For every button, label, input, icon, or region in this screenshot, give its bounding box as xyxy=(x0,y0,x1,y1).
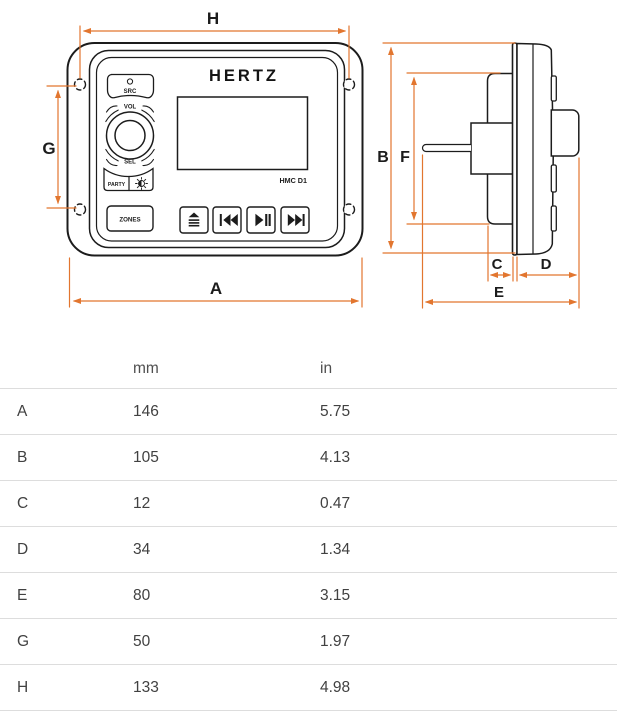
row-label: A xyxy=(17,402,28,420)
table-header-row xyxy=(0,350,617,389)
power-led-icon xyxy=(127,79,132,84)
row-in: 4.13 xyxy=(320,448,351,466)
row-label: D xyxy=(17,540,29,558)
mounting-hole-icon xyxy=(75,204,86,215)
row-label: C xyxy=(17,494,29,512)
model-label: HMC D1 xyxy=(279,176,307,185)
front-bezel-side xyxy=(513,43,554,255)
zones-label: ZONES xyxy=(119,216,141,224)
knob-side-profile xyxy=(551,110,579,156)
party-label: PARTY xyxy=(107,182,126,188)
dimension-drawing xyxy=(0,0,617,350)
dimension-c-label: C xyxy=(491,256,503,273)
row-in: 1.97 xyxy=(320,632,351,650)
src-label: SRC xyxy=(123,89,137,95)
row-mm: 50 xyxy=(133,632,151,650)
row-in: 1.34 xyxy=(320,540,351,558)
table-row xyxy=(0,619,617,665)
dimension-a xyxy=(70,258,363,307)
dimension-a-label: A xyxy=(209,279,223,298)
mounting-hole-icon xyxy=(344,204,355,215)
zones-button xyxy=(107,206,153,231)
row-in: 4.98 xyxy=(320,678,351,696)
side-view xyxy=(377,43,579,308)
src-button xyxy=(108,75,154,98)
brand-logo: HERTZ xyxy=(209,67,279,85)
table-row xyxy=(0,573,617,619)
table-header-mm: mm xyxy=(133,360,159,377)
technical-drawing-svg xyxy=(0,0,617,350)
table-row xyxy=(0,389,617,435)
side-button-tab xyxy=(551,165,556,192)
mounting-hole-icon xyxy=(344,79,355,90)
dimension-g-label: G xyxy=(42,139,56,158)
row-label: E xyxy=(17,586,28,604)
mounting-rod xyxy=(423,145,471,152)
dimensions-table xyxy=(0,350,617,711)
dimension-e-label: E xyxy=(493,284,505,301)
mounting-hole-icon xyxy=(75,79,86,90)
dimension-h-label: H xyxy=(206,9,220,28)
table-row xyxy=(0,481,617,527)
vol-label: VOL xyxy=(123,104,137,111)
row-mm: 34 xyxy=(133,540,151,558)
row-label: G xyxy=(17,632,30,650)
row-label: B xyxy=(17,448,28,466)
dimension-f-label: F xyxy=(400,149,410,166)
brightness-icon xyxy=(136,178,148,190)
connector-box xyxy=(471,123,514,174)
row-mm: 146 xyxy=(133,402,159,420)
table-row xyxy=(0,665,617,711)
table-row xyxy=(0,527,617,573)
table-row xyxy=(0,435,617,481)
table-header-in: in xyxy=(320,360,333,377)
display-screen xyxy=(178,97,308,170)
row-mm: 80 xyxy=(133,586,151,604)
dimension-d-label: D xyxy=(540,256,552,273)
row-in: 3.15 xyxy=(320,586,351,604)
row-mm: 105 xyxy=(133,448,159,466)
side-button-tab xyxy=(551,76,556,101)
sel-label: SEL xyxy=(124,159,136,166)
front-view xyxy=(42,9,362,307)
row-mm: 12 xyxy=(133,494,151,512)
row-mm: 133 xyxy=(133,678,159,696)
row-in: 5.75 xyxy=(320,402,351,420)
side-button-tab xyxy=(551,206,556,231)
side-buttons xyxy=(551,76,579,231)
dimension-b-label: B xyxy=(377,149,389,166)
row-label: H xyxy=(17,678,29,696)
row-in: 0.47 xyxy=(320,494,351,512)
